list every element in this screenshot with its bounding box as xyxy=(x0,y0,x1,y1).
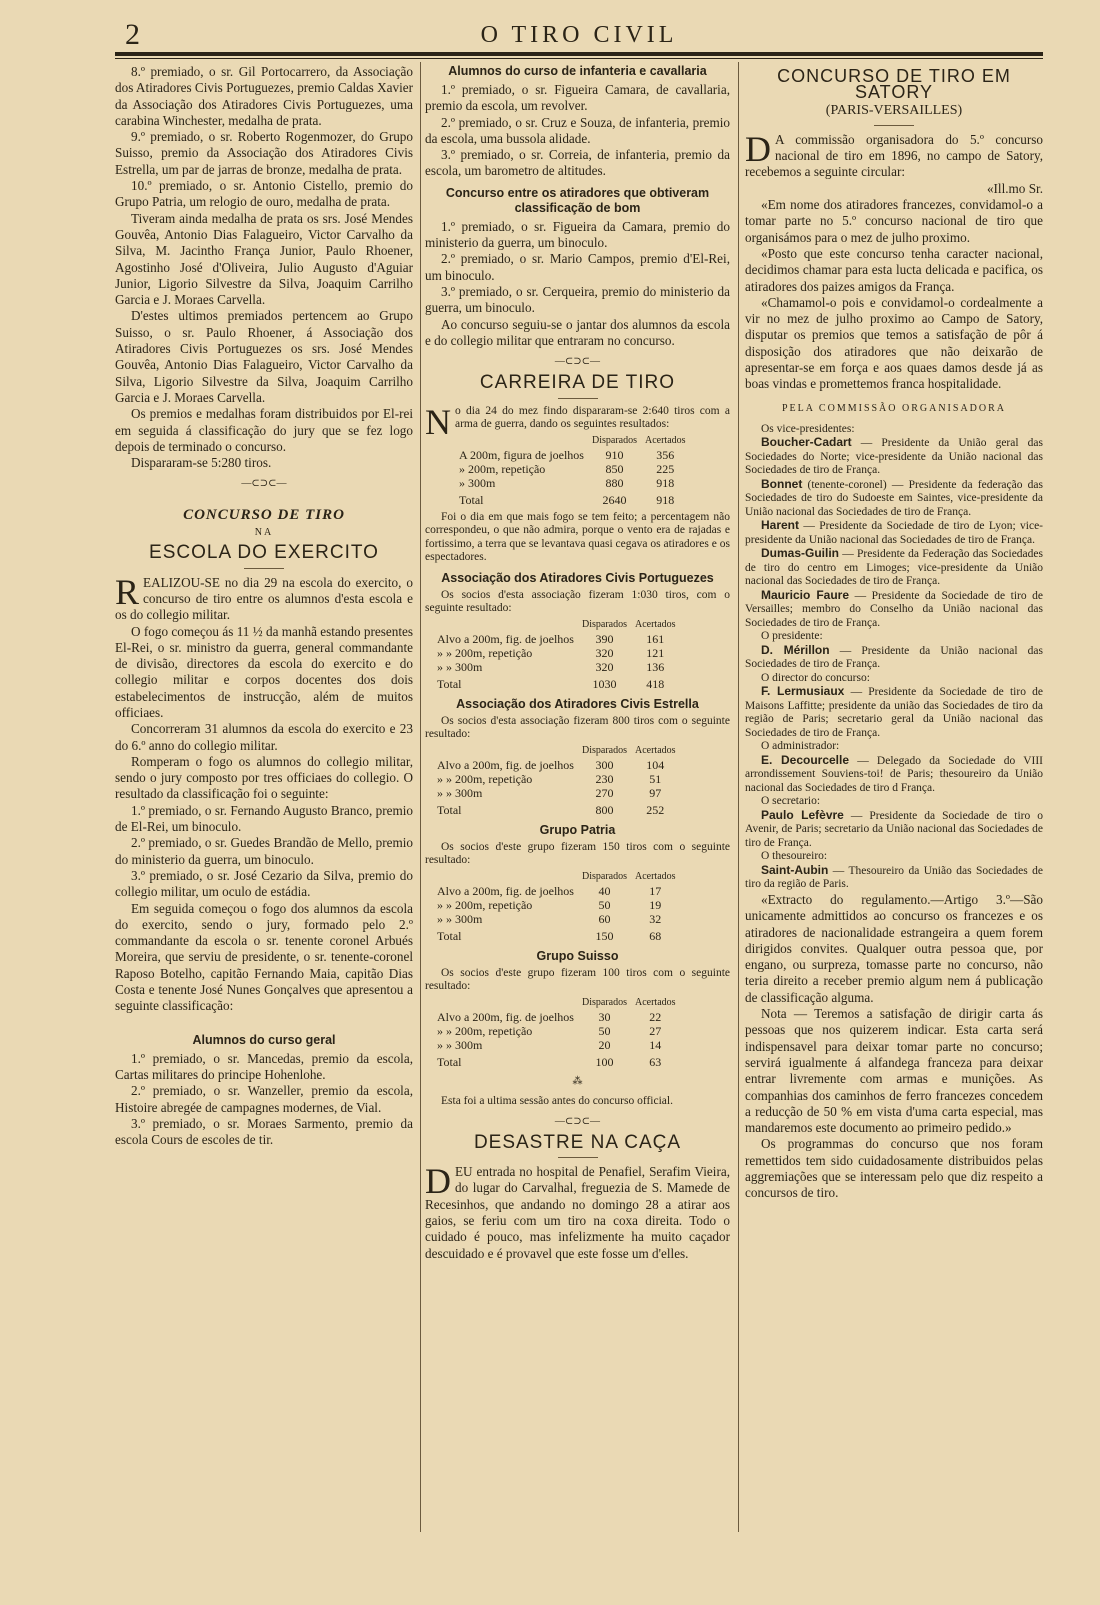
salutation: «Ill.mo Sr. xyxy=(986,180,1043,196)
paragraph: O fogo começou ás 11 ½ da manhã estando presentes El-Rei, o sr. ministro da guerra, general commandante de divisão, directores da escola do exercito e do collegio militar e corpos docentes dos dois estabelecimentos de instrucção, além de muitos officiaes. xyxy=(115,623,413,720)
column-header xyxy=(433,744,578,758)
paragraph: Ao concurso seguiu-se o jantar dos alumnos da escola e do collegio militar que entraram no concurso. xyxy=(425,316,730,348)
table-cell: Alvo a 200m, fig. de joelhos xyxy=(437,1009,574,1024)
short-rule xyxy=(558,398,598,399)
results-table xyxy=(455,434,690,507)
table-cell: 880 xyxy=(605,475,624,490)
column-header: Acertados xyxy=(634,996,676,1008)
member-name: F. Lermusiaux xyxy=(761,684,845,699)
member-entry: Mauricio Faure — Presidente da Sociedade de tiro de Versailles; membro do Conselho da União nacional das Sociedades de tiro de França. xyxy=(745,587,1044,629)
paragraph: 8.º premiado, o sr. Gil Portocarrero, da Associação dos Atiradores Civis Portuguezes, premio Caldas Xavier da Associação dos Atiradores Civis Portuguezes, uma carabina Winchester, medalha de prata. xyxy=(115,64,413,128)
paragraph: Romperam o fogo os alumnos do collegio militar, sendo o jury composto por tres officiaes do collegio. O resultado da classificação foi o seguinte: xyxy=(115,753,413,802)
table-cell: » » 300m xyxy=(437,911,483,926)
table-cell: 270 xyxy=(595,785,614,800)
table-header xyxy=(455,434,690,448)
member-entry: Boucher-Cadart — Presidente da União geral das Sociedades do Norte; vice-presidente da União nacional das Sociedades de tiro de França. xyxy=(745,435,1043,477)
results-table xyxy=(433,870,680,943)
table-cell: 100 xyxy=(595,1054,614,1069)
table-cell: 50 xyxy=(598,1023,611,1038)
results-table xyxy=(433,744,680,817)
column-header: Disparados xyxy=(581,870,627,882)
paper-title: O TIRO CIVIL xyxy=(480,22,678,48)
section-title: ESCOLA DO EXERCITO xyxy=(149,542,379,564)
paragraph: 3.º premiado, o sr. Correia, de infanteria, premio da escola, um barometro de altitudes. xyxy=(425,147,730,179)
drop-cap: D xyxy=(745,128,771,169)
commission-heading: PELA COMMISSÃO ORGANISADORA xyxy=(781,402,1007,414)
paragraph: 2.º premiado, o sr. Mario Campos, premio d'El-Rei, um binoculo. xyxy=(425,251,730,283)
drop-cap: D xyxy=(425,1161,451,1202)
subheading: Grupo Patria xyxy=(539,822,616,837)
table-cell: » 200m, repetição xyxy=(459,461,546,476)
paragraph: No dia 24 do mez findo dispararam-se 2:640 tiros com a arma de guerra, dando os seguintes resultados: xyxy=(425,401,730,442)
paragraph: Os socios d'esta associação fizeram 1:030 tiros, com o seguinte resultado: xyxy=(425,588,730,615)
member-name: E. Decourcelle xyxy=(761,752,850,767)
table-cell: 20 xyxy=(598,1037,611,1052)
table-cell: 136 xyxy=(646,659,665,674)
ornament-divider: —⊂⊃⊂— xyxy=(241,478,287,490)
column-header: Acertados xyxy=(634,744,676,756)
paragraph: Os socios d'este grupo fizeram 150 tiros com o seguinte resultado: xyxy=(425,840,730,867)
table-cell: 19 xyxy=(649,897,662,912)
column-header: Disparados xyxy=(581,996,627,1008)
ornament-divider: —⊂⊃⊂— xyxy=(554,356,601,368)
paragraph: Tiveram ainda medalha de prata os srs. José Mendes Gouvêa, Antonio Dias Falagueiro, Victor Carvalho da Silva, M. Jacintho França Junior, Paulo Rhoener, Agostinho José d'Oliveira, Julio Augusto d'Aguiar Junior, Ligorio Silvestre da Silva, Joaquim Carrilho Garcia e J. Moraes Carvella. xyxy=(115,210,413,308)
section-title: CONCURSO DE TIRO EM SATORY xyxy=(777,66,1011,103)
table-header xyxy=(433,618,680,632)
member-name: Bonnet xyxy=(761,476,803,491)
table-cell: 32 xyxy=(649,911,662,926)
table-cell: Total xyxy=(459,492,484,507)
member-entry: E. Decourcelle — Delegado da Sociedade do VIII arrondissement Souviens-toi! de Paris; thesoureiro da União nacional das Sociedades de tiro d França. xyxy=(745,752,1043,794)
column-header: Acertados xyxy=(634,618,676,630)
section-title: DESASTRE NA CAÇA xyxy=(473,1131,682,1153)
table-cell: » » 300m xyxy=(437,785,483,800)
drop-cap: R xyxy=(115,571,140,612)
section-title: CARREIRA DE TIRO xyxy=(479,372,676,394)
column-1 xyxy=(115,64,413,1148)
table-cell: 22 xyxy=(649,1009,662,1024)
column-header xyxy=(433,618,578,632)
table-header xyxy=(433,870,680,884)
paragraph: 1.º premiado, o sr. Fernando Augusto Branco, premio de El-Rei, um binoculo. xyxy=(115,802,413,835)
paragraph: Os socios d'esta associação fizeram 800 tiros com o seguinte resultado: xyxy=(425,714,730,741)
table-cell: 104 xyxy=(646,757,665,772)
table-cell: 230 xyxy=(595,771,614,786)
subheading: Grupo Suisso xyxy=(536,948,619,963)
table-row xyxy=(433,912,680,926)
table-row xyxy=(433,1024,680,1038)
member-name: Mauricio Faure xyxy=(761,587,850,602)
column-2 xyxy=(425,64,730,1262)
table-row xyxy=(455,448,690,462)
table-cell: Total xyxy=(437,1054,462,1069)
member-name: Dumas-Guilin xyxy=(761,546,840,561)
table-row xyxy=(433,660,680,674)
page-number: 2 xyxy=(125,18,140,51)
paragraph: 1.º premiado, o sr. Figueira Camara, de cavallaria, premio da escola, um revolver. xyxy=(425,82,730,114)
column-header xyxy=(455,434,588,448)
table-cell: Alvo a 200m, fig. de joelhos xyxy=(437,883,574,898)
table-cell: 30 xyxy=(598,1009,611,1024)
subheading: Concurso entre os atiradores que obtiveram classificação de bom xyxy=(445,185,710,215)
section-heading: CONCURSO DE TIRO xyxy=(183,506,345,523)
paragraph: Dispararam-se 5:280 tiros. xyxy=(131,455,272,471)
results-table xyxy=(433,618,680,691)
table-cell: 50 xyxy=(598,897,611,912)
paragraph: D'estes ultimos premiados pertencem ao Grupo Suisso, o sr. Paulo Rhoener, á Associação dos Atiradores Civis Portuguezes os srs. José Mendes Gouvêa, Antonio Dias Falagueiro, Victor Carvalho da Silva, Ligorio Silvestre da Silva, Joaquim Carrilho Garcia e J. Moraes Carvella. xyxy=(115,308,413,405)
table-cell: 910 xyxy=(605,447,624,462)
ornament-divider: —⊂⊃⊂— xyxy=(554,1115,601,1127)
member-name: D. Mérillon xyxy=(761,642,830,657)
table-row xyxy=(433,800,680,817)
table-cell: A 200m, figura de joelhos xyxy=(459,447,584,462)
table-row xyxy=(433,646,680,660)
role-label: Os vice-presidentes: xyxy=(761,422,855,435)
member-entry: D. Mérillon — Presidente da União nacional das Sociedades de tiro de França. xyxy=(745,642,1043,671)
table-header xyxy=(433,996,680,1010)
paragraph: «Chamamol-o pois e convidamol-o cordealmente a vir no mez de julho proximo ao Campo de Satory, disputar os premios que temos a satisfação de pôr á disposição dos atiradores que não deixarão de apresentar-se em força e aos quaes damos desde já as boas vindas e promettemos franca hospitalidade. xyxy=(745,294,1043,392)
table-row xyxy=(433,786,680,800)
table-row xyxy=(433,884,680,898)
member-entry: Paulo Lefèvre — Presidente da Sociedade de tiro o Avenir, de Paris; secretario da União nacional das Sociedades de tiro de França. xyxy=(745,807,1044,849)
column-3 xyxy=(745,64,1043,1202)
subheading: Associação dos Atiradores Civis Portuguezes xyxy=(441,570,714,585)
table-cell: 40 xyxy=(598,883,611,898)
column-header: Acertados xyxy=(644,434,686,446)
paragraph: Os programmas do concurso que nos foram remettidos tem sido cuidadosamente distribuidos pelas aggremiações que se interessam pelo que diz respeito a concursos de tiro. xyxy=(745,1136,1043,1201)
role-label: O thesoureiro: xyxy=(761,850,828,863)
column-header xyxy=(433,996,578,1010)
member-name: Paulo Lefèvre xyxy=(761,807,844,822)
paragraph: 2.º premiado, o sr. Cruz e Souza, de infanteria, premio da escola, uma bussola alidade. xyxy=(425,114,730,146)
table-row xyxy=(433,1038,680,1052)
table-cell: 356 xyxy=(656,447,675,462)
paragraph: Os socios d'este grupo fizeram 100 tiros com o seguinte resultado: xyxy=(425,966,730,993)
masthead-rule-thin xyxy=(115,58,1043,59)
role-label: O administrador: xyxy=(761,740,840,753)
paragraph: «Extracto do regulamento.—Artigo 3.º—São unicamente admittidos ao concurso os francezes e os atiradores de nacionalidade estrangeira a quem forem dirigidos convites. Qualquer outra pessoa que, por engano, ou surpreza, tomasse parte no concurso, não teria direito a receber premio algum nem á publicação de classificação alguma. xyxy=(745,891,1043,1005)
paragraph: 2.º premiado, o sr. Wanzeller, premio da escola, Histoire abregée de campagnes modernes, de Vial. xyxy=(115,1083,413,1115)
table-cell: 300 xyxy=(595,757,614,772)
paragraph: «Posto que este concurso tenha caracter nacional, decidimos chamar para esta lucta delicada e pacifica, os atiradores dos paizes amigos da França. xyxy=(745,245,1043,294)
asterism: ⁂ xyxy=(572,1075,583,1087)
table-row xyxy=(433,1010,680,1024)
column-divider xyxy=(420,62,421,1532)
table-row xyxy=(433,632,680,646)
column-header: Acertados xyxy=(634,870,676,882)
table-cell: 161 xyxy=(646,631,665,646)
table-cell: 918 xyxy=(656,492,675,507)
table-row xyxy=(433,758,680,772)
paragraph: 2.º premiado, o sr. Guedes Brandão de Mello, premio do ministerio da guerra, um binoculo. xyxy=(115,835,413,867)
table-row xyxy=(455,490,690,507)
member-entry: Bonnet (tenente-coronel) — Presidente da federação das Sociedades de tiro do Sudoeste em Saintes, vice-presidente da União nacional das Sociedades de tiro de França. xyxy=(745,476,1043,518)
member-name: Boucher-Cadart xyxy=(761,435,852,450)
paragraph: DEU entrada no hospital de Penafiel, Serafim Vieira, do lugar do Carvalhal, freguezia de S. Mamede de Recesinhos, que andando no domingo 28 a atirar aos gaios, se feriu com um tiro na coxa direita. Todo o cuidado é pouco, mas infelizmente ha muito caçador descuidado e é provavel que este fosse um d'elles. xyxy=(425,1161,730,1261)
table-cell: 17 xyxy=(649,883,662,898)
table-cell: 121 xyxy=(646,645,665,660)
paragraph: Concorreram 31 alumnos da escola do exercito e 23 do 6.º anno do collegio militar. xyxy=(115,721,413,753)
table-cell: » » 300m xyxy=(437,1037,483,1052)
member-name: Saint-Aubin xyxy=(761,862,829,877)
short-rule xyxy=(558,1157,598,1158)
paragraph: Esta foi a ultima sessão antes do concurso official. xyxy=(441,1095,673,1108)
paragraph: Foi o dia em que mais fogo se tem feito; a percentagem não correspondeu, o que não admira, porque o vento era de rajadas e fortissimo, a terra que se levantava quasi cegava os atiradores e os espectadores. xyxy=(425,510,730,564)
member-entry: Harent — Presidente da Sociedade de tiro de Lyon; vice-presidente da União nacional das Sociedades de tiro de França. xyxy=(745,518,1044,546)
table-cell: 850 xyxy=(605,461,624,476)
table-cell: 2640 xyxy=(602,492,627,507)
table-cell: 918 xyxy=(656,475,675,490)
table-cell: Total xyxy=(437,928,462,943)
paragraph: D A commissão organisadora do 5.º concurso nacional de tiro em 1896, no campo de Satory, recebemos a seguinte circular: xyxy=(745,128,1043,180)
member-entry: Dumas-Guilin — Presidente da Federação das Sociedades de tiro do centro em Limoges; vice-presidente da União nacional das Sociedades de tiro de França. xyxy=(745,546,1043,588)
table-cell: » » 200m, repetição xyxy=(437,645,533,660)
column-header xyxy=(433,870,578,884)
table-cell: 63 xyxy=(649,1054,662,1069)
table-cell: 14 xyxy=(649,1037,662,1052)
paragraph: 1.º premiado, o sr. Mancedas, premio da escola, Cartas militares do principe Hohenlohe. xyxy=(115,1050,413,1082)
table-cell: Alvo a 200m, fig. de joelhos xyxy=(437,757,574,772)
column-header: Disparados xyxy=(581,744,627,756)
section-heading-na: NA xyxy=(254,527,274,539)
table-cell: 51 xyxy=(649,771,662,786)
table-cell: 60 xyxy=(598,911,611,926)
drop-cap: N xyxy=(425,401,451,442)
table-cell: 320 xyxy=(595,645,614,660)
table-row xyxy=(433,772,680,786)
table-cell: 800 xyxy=(595,802,614,817)
role-label: O presidente: xyxy=(761,630,823,643)
table-cell: Total xyxy=(437,802,462,817)
short-rule xyxy=(874,125,914,126)
column-divider xyxy=(738,62,739,1532)
paragraph: Em seguida começou o fogo dos alumnos da escola do exercito, sendo o jury, formado pelo 2.º commandante da escola o sr. tenente coronel Arbués Moreira, que serviu de presidente, o sr. tenente-coronel Raposo Botelho, capitão Fernando Maia, capitão Dias Costa e tenente José Nunes Gonçalves que apresentou a seguinte classificação: xyxy=(115,900,413,1014)
member-entry: F. Lermusiaux — Presidente da Sociedade de tiro de Maisons Laffitte; presidente da união das Sociedades de tiro da região de Paris; secretario geral da União nacional das Sociedades de tiro de França. xyxy=(745,684,1044,739)
member-entry: Saint-Aubin — Thesoureiro da União das Sociedades de tiro da região de Paris. xyxy=(745,862,1043,891)
table-cell: » 300m xyxy=(459,475,496,490)
paragraph: 1.º premiado, o sr. Figueira da Camara, premio do ministerio da guerra, um binoculo. xyxy=(425,218,730,251)
table-cell: » » 200m, repetição xyxy=(437,771,533,786)
paragraph: 10.º premiado, o sr. Antonio Cistello, premio do Grupo Patria, um relogio de ouro, medalha de prata. xyxy=(115,178,413,210)
member-name: Harent xyxy=(761,518,800,533)
table-cell: » » 200m, repetição xyxy=(437,897,533,912)
table-row xyxy=(433,898,680,912)
role-label: O secretario: xyxy=(761,795,821,808)
paragraph: REALIZOU-SE no dia 29 na escola do exercito, o concurso de tiro entre os alumnos d'esta escola e os do collegio militar. xyxy=(115,571,413,623)
table-cell: 390 xyxy=(595,631,614,646)
table-cell: 68 xyxy=(649,928,662,943)
table-row xyxy=(455,476,690,490)
table-cell: 150 xyxy=(595,928,614,943)
paragraph: 3.º premiado, o sr. Cerqueira, premio do ministerio da guerra, um binoculo. xyxy=(425,283,730,316)
table-cell: Total xyxy=(437,676,462,691)
paragraph: «Em nome dos atiradores francezes, convidamol-o a tomar parte no 5.º concurso nacional de tiro que organisámos para o mez de julho proximo. xyxy=(745,197,1043,245)
subheading: Alumnos do curso geral xyxy=(192,1032,336,1047)
section-subtitle: (PARIS-VERSAILLES) xyxy=(825,102,963,118)
column-header: Disparados xyxy=(591,434,637,446)
table-row xyxy=(455,462,690,476)
table-cell: 1030 xyxy=(592,676,617,691)
subheading: Alumnos do curso de infanteria e cavallaria xyxy=(448,64,707,78)
table-header xyxy=(433,744,680,758)
paragraph: Os premios e medalhas foram distribuidos por El-rei em seguida á classificação do jury que se fez logo depois de terminado o concurso. xyxy=(115,406,413,454)
masthead-rule xyxy=(115,52,1043,56)
short-rule xyxy=(244,568,284,569)
table-cell: 225 xyxy=(656,461,675,476)
table-cell: 418 xyxy=(646,676,665,691)
paragraph: Nota — Teremos a satisfação de dirigir carta ás pessoas que nos quizerem indicar. Esta carta será indispensavel para deixar tomar parte no concurso; servirá igualmente á alfandega franceza para deixar entrar livremente com armas e munições. As companhias dos caminhos de ferro francezes concedem a reducção de 50 % em vista d'uma carta especial, mas mandaremos este documento ao primeiro pedido.» xyxy=(745,1006,1043,1136)
paragraph: 3.º premiado, o sr. Moraes Sarmento, premio da escola Cours de escoles de tir. xyxy=(115,1115,413,1148)
table-cell: Alvo a 200m, fig. de joelhos xyxy=(437,631,574,646)
table-cell: 320 xyxy=(595,659,614,674)
paragraph: 9.º premiado, o sr. Roberto Rogenmozer, do Grupo Suisso, premio da Associação dos Atiradores Civis Estrella, um par de jarras de bronze, medalha de prata. xyxy=(115,129,413,177)
table-cell: » » 300m xyxy=(437,659,483,674)
paragraph: 3.º premiado, o sr. José Cezario da Silva, premio do collegio militar, um oculo de estádia. xyxy=(115,867,413,900)
results-table xyxy=(433,996,680,1069)
role-label: O director do concurso: xyxy=(761,671,870,684)
column-header: Disparados xyxy=(581,618,627,630)
table-cell: 27 xyxy=(649,1023,662,1038)
subheading: Associação dos Atiradores Civis Estrella xyxy=(456,696,699,711)
table-row xyxy=(433,1052,680,1069)
table-cell: 252 xyxy=(646,802,665,817)
table-row xyxy=(433,674,680,691)
table-row xyxy=(433,926,680,943)
table-cell: » » 200m, repetição xyxy=(437,1023,533,1038)
table-cell: 97 xyxy=(649,785,662,800)
